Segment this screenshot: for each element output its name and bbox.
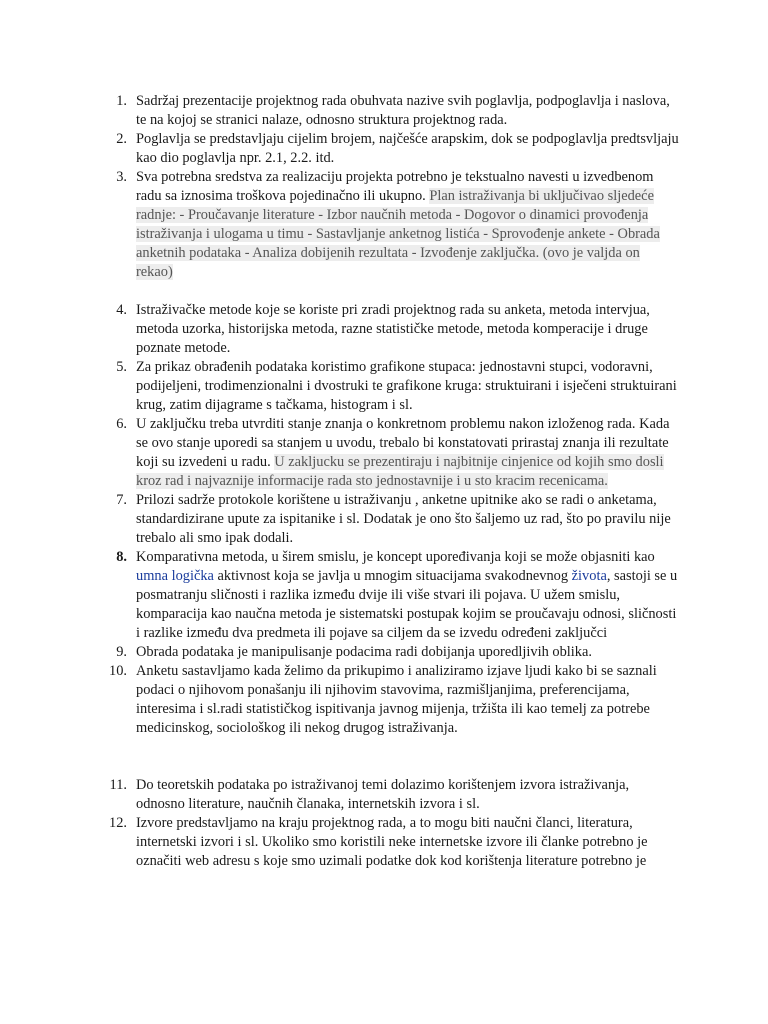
list-item-5 [0, 358, 680, 415]
list-item-4 [0, 301, 680, 358]
list-item-9 [0, 643, 680, 662]
item-number: 9. [116, 644, 127, 660]
numbered-list [0, 92, 768, 871]
spacer [0, 282, 768, 301]
spacer [0, 738, 768, 776]
item-number: 6. [116, 416, 127, 432]
item-text: Istraživačke metode koje se koriste pri zradi projektnog rada su anketa, metoda intervjua, metoda uzorka, historijska metoda, razne statističke metode, metoda komperacije i druge poznate metode. [136, 302, 650, 356]
list-item-12 [0, 814, 680, 871]
item-number: 5. [116, 359, 127, 375]
list-item-1 [0, 92, 680, 130]
list-item-3 [0, 168, 680, 282]
item-text: Obrada podataka je manipulisanje podacima radi dobijanja uporedljivih oblika. [136, 644, 592, 660]
list-item-8 [0, 548, 680, 643]
item-text: Za prikaz obrađenih podataka koristimo grafikone stupaca: jednostavni stupci, vodoravni, podijeljeni, trodimenzionalni i dvostruki te grafikone kruga: struktuirani i isječeni struktuirani krug, zatim dijagrame s tačkama, histogram i sl. [136, 359, 677, 413]
link-umna-logicka[interactable]: umna logička [136, 568, 214, 584]
item-text: Sva potrebna sredstva za realizaciju projekta potrebno je tekstualno navesti u izvedbenom radu sa iznosima troškova pojedinačno ili ukupno. [136, 169, 654, 204]
item-number: 12. [109, 815, 127, 831]
highlighted-comment: Plan istraživanja bi uključivao sljedeće radnje: - Proučavanje literature - Izbor naučnih metoda - Dogovor o dinamici provođenja istraživanja i ulogama u timu - Sastavljanje anketnog listića - Sprovođenje ankete - Obrada anketnih podataka - Analiza dobijenih rezultata - Izvođenje zaključka. (ovo je valjda on rekao) [136, 188, 660, 280]
item-text: Poglavlja se predstavljaju cijelim brojem, najčešće arapskim, dok se podpoglavlja predtsvljaju kao dio poglavlja npr. 2.1, 2.2. itd. [136, 131, 679, 166]
item-number: 7. [116, 492, 127, 508]
item-text: Do teoretskih podataka po istraživanoj temi dolazimo korištenjem izvora istraživanja, odnosno literature, naučnih članaka, internetskih izvora i sl. [136, 777, 630, 812]
highlighted-comment: U zakljucku se prezentiraju i najbitnije cinjenice od kojih smo dosli kroz rad i najvaznije informacije rada sto jednostavnije i u sto kracim recenicama. [136, 454, 664, 489]
item-number: 1. [116, 93, 127, 109]
item-text: , sastoji se u posmatranju sličnosti i razlika između dvije ili više stvari ili pojava. U užem smislu, komparacija kao naučna metoda je sistematski postupak kojim se proučavaju odnosi, sličnosti i razlike između dva predmeta ili pojave sa ciljem da se izvedu određeni zaključci [136, 568, 678, 641]
item-number: 2. [116, 131, 127, 147]
item-text: aktivnost koja se javlja u mnogim situacijama svakodnevnog [217, 568, 569, 584]
item-text: U zaključku treba utvrditi stanje znanja o konkretnom problemu nakon izloženog rada. Kada se ovo stanje uporedi sa stanjem u uvodu, trebalo bi konstatovati prirastaj znanja ili rezultate koji su izvedeni u radu. [136, 416, 670, 470]
item-text: Prilozi sadrže protokole korištene u istraživanju , anketne upitnike ako se radi o anketama, standardizirane upute za ispitanike i sl. Dodatak je ono što šaljemo uz rad, što po pravilu nije trebalo ali smo ipak dodali. [136, 492, 671, 546]
item-number: 8. [116, 549, 127, 565]
list-item-6 [0, 415, 680, 491]
item-number: 4. [116, 302, 127, 318]
item-text: Anketu sastavljamo kada želimo da prikupimo i analiziramo izjave ljudi kako bi se saznali podaci o njihovom ponašanju ili njihovim stavovima, razmišljanjima, preferencijama, interesima i sl.radi statističkog ispitivanja javnog mijenja, tržišta ili kao temelj za potrebe medicinskog, sociološkog ili nekog drugog istraživanja. [136, 663, 657, 736]
list-item-2 [0, 130, 680, 168]
link-zivota[interactable]: života [571, 568, 607, 584]
list-item-7 [0, 491, 680, 548]
item-number: 10. [109, 663, 127, 679]
item-text: Izvore predstavljamo na kraju projektnog rada, a to mogu biti naučni članci, literatura, internetski izvori i sl. Ukoliko smo koristili neke internetske izvore ili članke potrebno je označiti web adresu s koje smo uzimali podatke dok kod korištenja literature potrebno je [136, 815, 648, 869]
list-item-11 [0, 776, 680, 814]
item-text: Komparativna metoda, u širem smislu, je koncept upoređivanja koji se može objasniti kao [136, 549, 655, 565]
item-number: 11. [109, 777, 127, 793]
item-text: Sadržaj prezentacije projektnog rada obuhvata nazive svih poglavlja, podpoglavlja i naslova, te na kojoj se stranici nalaze, odnosno struktura projektnog rada. [136, 93, 670, 128]
list-item-10 [0, 662, 680, 738]
item-number: 3. [116, 169, 127, 185]
